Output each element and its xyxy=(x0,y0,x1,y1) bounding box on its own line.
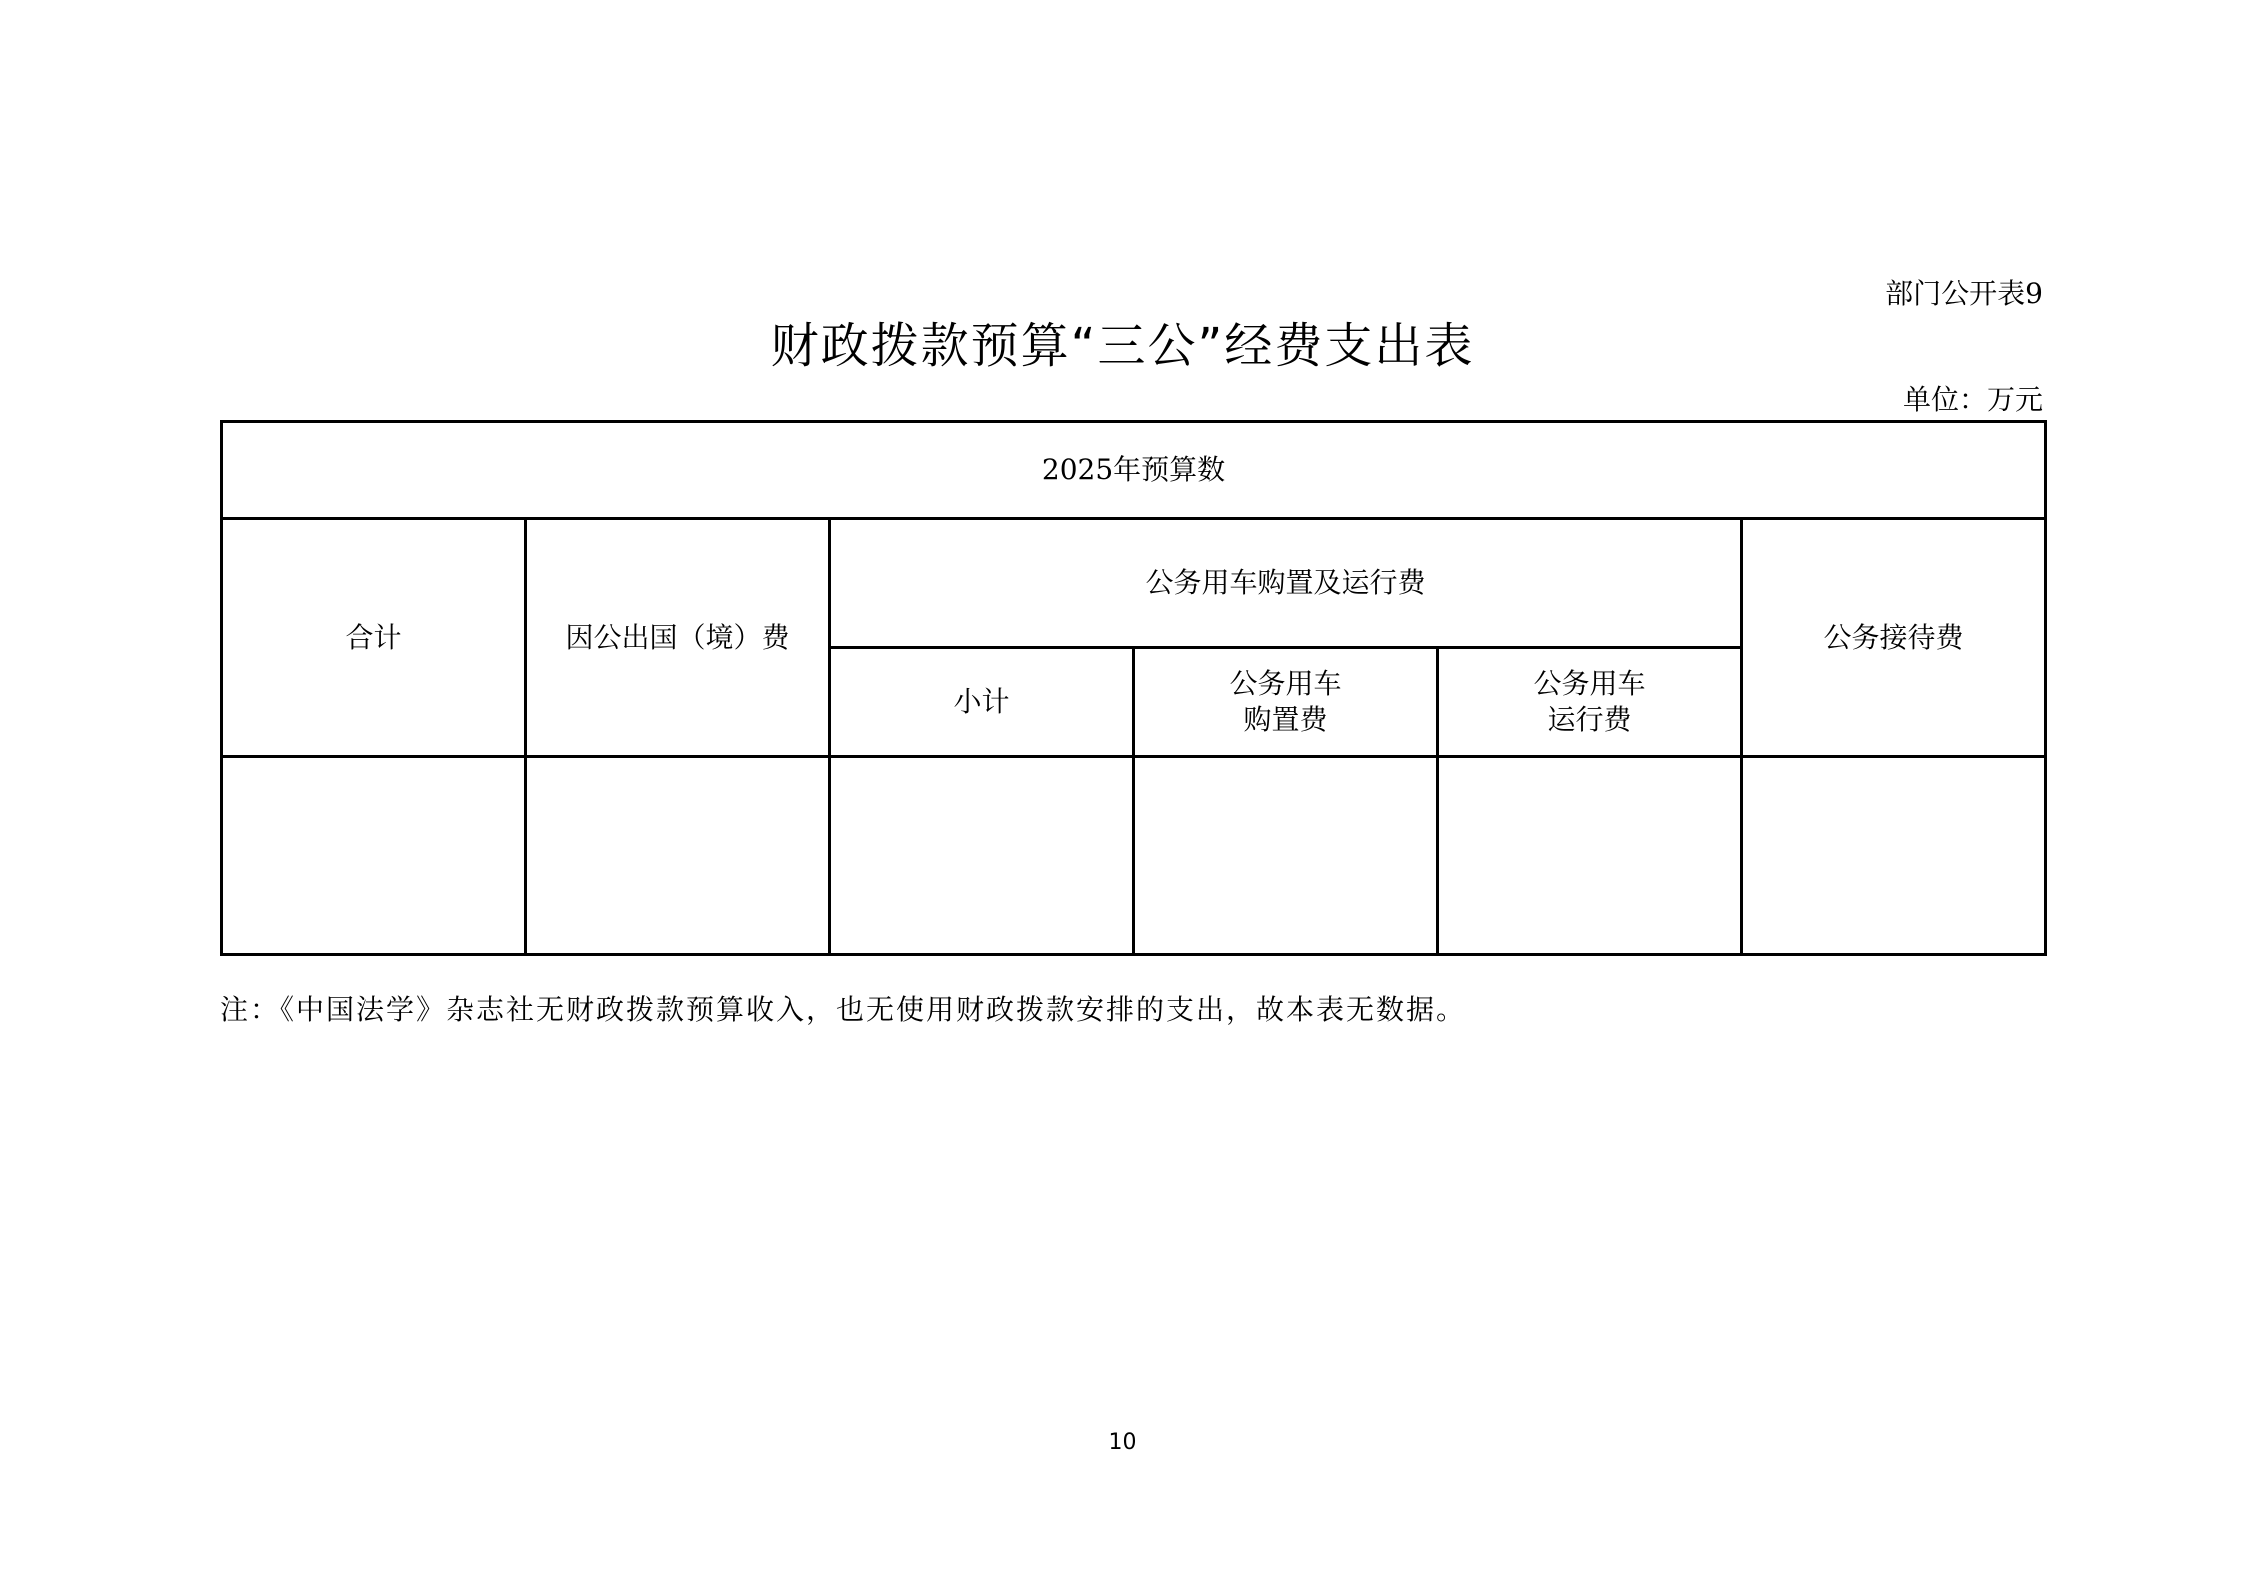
table-cell xyxy=(830,757,1134,955)
table-cell xyxy=(1742,757,2046,955)
group-header-cell: 2025年预算数 xyxy=(222,422,2046,519)
column-header-vehicle-purchase: 公务用车 购置费 xyxy=(1134,648,1438,757)
column-header-reception: 公务接待费 xyxy=(1742,519,2046,757)
column-header-overseas: 因公出国（境）费 xyxy=(526,519,830,757)
budget-table xyxy=(220,420,2047,956)
table-cell xyxy=(222,757,526,955)
table-cell xyxy=(1438,757,1742,955)
page-number: 10 xyxy=(1108,1430,1137,1455)
table-header-row-1 xyxy=(222,422,2046,519)
unit-label: 单位：万元 xyxy=(1902,383,2043,416)
column-header-vehicle-operation: 公务用车 运行费 xyxy=(1438,648,1742,757)
table-cell xyxy=(526,757,830,955)
column-header-total: 合计 xyxy=(222,519,526,757)
page-title: 财政拨款预算“三公”经费支出表 xyxy=(770,318,1475,374)
footnote: 注：《中国法学》杂志社无财政拨款预算收入，也无使用财政拨款安排的支出，故本表无数据。 xyxy=(220,993,1467,1026)
table-cell xyxy=(1134,757,1438,955)
table-row xyxy=(222,757,2046,955)
table-header-row-2 xyxy=(222,519,2046,648)
table-reference-label: 部门公开表9 xyxy=(1885,277,2043,310)
column-header-vehicle-subtotal: 小计 xyxy=(830,648,1134,757)
column-header-vehicle-group: 公务用车购置及运行费 xyxy=(830,519,1742,648)
